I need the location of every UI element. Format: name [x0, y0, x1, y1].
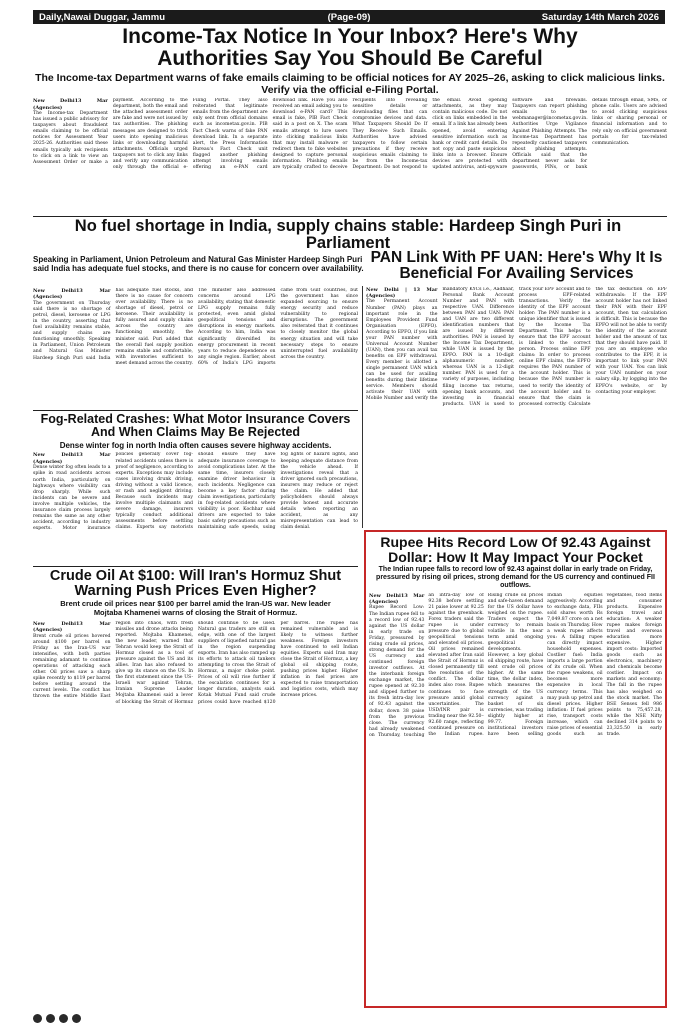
pan-uan-dateline: New Delhi | 13 Mar (Agencies): [366, 286, 438, 299]
fuel-dateline: New Delhi13 Mar (Agencies): [33, 288, 111, 301]
article-crude: [33, 569, 358, 1009]
income-tax-text: The Income-tax Department has issued a public advisory for taxpayers about fraudulent emails claiming to be official notices for Assessment Year 2025-26. Authorities said these emails typically ask recipients to click on a link to view an Assessment Order or make a payment. According to the department, both the email and the attached assessment order are fake and were not issued by tax authorities. The phishing messages are designed to trick users into opening malicious links or downloading harmful attachments. Officials urged taxpayers not to click any links and verify any communication only through the official e-Filing Portal. They also reiterated that legitimate emails from the department are only sent from official domains such as incometax.gov.in. PIB Fact Check warns of fake PAN download link. In a separate alert, the Press Information Bureau's Fact Check unit flagged another phishing attempt involving emails offering an e-PAN card download link. Have you also received an email asking you to download e-PAN card? This email is fake, PIB Fact Check said in a post on X. The scam emails attempt to lure users into clicking malicious links that may install malware or redirect them to fake websites designed to capture personal information. Phishing emails are typically crafted to deceive recipients into revealing sensitive details or downloading files that can compromise devices and data. What Taxpayers Should Do If They Receive Such Emails. Authorities have advised taxpayers to follow certain precautions if they receive suspicious emails claiming to be from the Income-tax Department: Do not respond to the email. Avoid opening attachments, as they may contain malicious code. Do not click on links embedded in the email. If a link has already been opened, avoid entering sensitive information such as bank or credit card details. Do not copy and paste suspicious links into a browser. Ensure devices are protected with updated antivirus, anti-spyware software and firewalls. Taxpayers can report phishing emails to the webmanager@incometax.gov.in. Authorities Urge Vigilance Against Phishing Attempts. The Income-tax Department has repeatedly cautioned taxpayers about phishing attempts. Officials said that the department never asks for passwords, PINs, or bank details through email, SMS, or phone calls. Users are advised to avoid clicking suspicious links or sharing personal or financial information and to rely only on official government portals for tax-related communication.: [33, 98, 667, 170]
fuel-deck: Speaking in Parliament, Union Petroleum and Natural Gas Minister Hardeep Singh Puri said India has adequate fuel stocks, and there is no cause for concern over availability.: [33, 254, 364, 273]
income-tax-body: [33, 98, 667, 194]
crude-headline: Crude Oil At $100: Will Iran's Hormuz Shut Warning Push Prices Even Higher?: [49, 568, 342, 600]
youtube-icon: [72, 1014, 81, 1023]
rupee-body: [369, 593, 662, 997]
fog-dateline: New Delhi13 Mar (Agencies): [33, 452, 111, 465]
divider-2: [33, 410, 358, 411]
vertical-divider-1: [362, 286, 363, 528]
fog-deck: Dense winter fog in north India often causes severe highway accidents.: [59, 441, 332, 451]
crude-deck-2: Mojtaba Khamenei warns of closing the Strait of Hormuz.: [93, 608, 298, 618]
fuel-headline: No fuel shortage in India, supply chains stable: Hardeep Singh Puri in Parliament: [74, 217, 622, 253]
crude-body: [33, 621, 358, 1001]
page-number: (Page-09): [327, 11, 371, 23]
masthead-left: Daily,Nawai Duggar, Jammu: [39, 11, 166, 23]
income-tax-dateline: New Delhi13 Mar (Agencies): [33, 98, 108, 111]
rupee-headline: Rupee Hits Record Low Of 92.43 Against Dollar: How It May Impact Your Pocket: [380, 534, 651, 565]
fuel-body: [33, 288, 358, 408]
pan-uan-body: [366, 287, 667, 502]
footer-social: [33, 1012, 667, 1024]
article-pan-uan: [366, 250, 667, 528]
instagram-icon: [59, 1014, 68, 1023]
article-rupee: [364, 530, 667, 1008]
fog-body: [33, 452, 358, 554]
masthead-bar: [33, 10, 665, 24]
rupee-text: Rupee Record Low: The Indian rupee fell to a record low of 92.43 against the US dollar in early trade on Friday, pressured by rising crude oil prices, strong demand for the US currency and continued foreign investor outflows. At the interbank foreign exchange market, the rupee opened at 92.30 and slipped further to its fresh intra-day low of 92.43 against the dollar, down 38 paise from the previous close. The currency had already weakened on Thursday, touching an intra-day low of 92.38 before settling 21 paise lower at 92.25 against the greenback. Forex traders said the rupee is under pressure due to global geopolitical tensions and elevated oil prices. Oil prices remained elevated after Iran said the Strait of Hormuz is closed permanently till the resolution of the conflict. The dollar index also rose. Rupee continues to face pressure amid global uncertainties. The USD/INR pair is trading near the 92.50–92.60 range, reflecting continued pressure on the Indian rupee. Rising crude oil prices and safe-haven demand for the US dollar have weighed on the rupee. Traders expect the currency to remain volatile in the near term amid ongoing geopolitical developments. However, a key global oil shipping route, have sent crude oil prices higher. At the same time, the dollar index, which measures the strength of the US currency against a basket of six currencies, was trading slightly higher at 99.77. Foreign institutional investors have been selling Indian equities aggressively. According to exchange data, FIIs sold shares worth Rs 7,049.87 crore on a net basis on Thursday. How a weak rupee affects you: A falling rupee can directly impact household expenses. Costlier fuel: India imports a large portion of its crude oil. When the rupee weakens, oil becomes more expensive in local currency terms. This may push up petrol and diesel prices. Higher inflation: If fuel prices rise, transport costs increase, which can raise prices of essential goods such as vegetables, food items and consumer products. Expensive foreign travel and education: A weaker rupee makes foreign travel and overseas education more expensive. Higher import costs: Imported goods such as electronics, machinery and chemicals become costlier. Impact on markets and economy: The fall in the rupee has also weighed on the stock market. The BSE Sensex fell 986 points to 75,457.28, while the NSE Nifty declined 314 points to 23,325.50 in early trade.: [369, 592, 662, 738]
income-tax-headline-2: Authorities Say You Should Be Careful: [157, 47, 543, 71]
article-fog: [33, 413, 358, 563]
facebook-icon: [33, 1014, 42, 1023]
fuel-body-box: [33, 288, 358, 408]
crude-deck-1: Brent crude oil prices near $100 per barrel amid the Iran-US war. New leader: [60, 599, 331, 609]
rupee-dateline: New Delhi13 Mar (Agencies): [369, 592, 425, 605]
fuel-text: The government on Thursday said there is no shortage of petrol, diesel, kerosene or LPG in the country, asserting that fuel availability remains stable, and supply chains are functioning smoothly. Speaking in Parliament, Union Petroleum and Natural Gas Minister Hardeep Singh Puri said India has adequate fuel stocks, and there is no cause for concern over availability. There is no shortage of diesel, petrol or kerosene. Their availability is fully assured and supply chains across the country are functioning smoothly, the minister said. Puri added that the overall fuel supply position remains stable and comfortable, with inventories sufficient to meet demand across the country. The minister also addressed concerns around LPG availability, stating that domestic LPG supply remains fully protected, even amid global geopolitical tensions and disruptions in energy markets. According to him, India was significantly diversified its energy procurement in recent years to reduce dependence on any single region. Earlier, about 60% of India's LPG imports came from Gulf countries, but the government has since expanded sourcing to ensure energy security and reduce vulnerability to regional disruptions. The government also reiterated that it continues to closely monitor the global energy situation and will take necessary steps to ensure uninterrupted fuel availability across the country.: [33, 288, 358, 366]
fog-text: Dense winter fog often leads to a spike in road accidents across north India, particularly on highways where visibility can drop sharply. While such incidents can be severe and involve multiple vehicles, the insurance claim process largely remains the same as any other accident, according to industry experts. Motor insurance policies generally cover fog-related accidents unless there is proof of negligence, according to experts. Exceptions may include cases involving drunk driving, driving without a valid licence, or rash and negligent driving. Because such incidents may involve multiple claimants and severe damage, insurers typically conduct additional assessments before settling claims. Experts say motorists should ensure they have adequate insurance coverage to avoid complications later. At the same time, insurers closely examine driver behaviour in such incidents. Negligence can become a key factor during claim investigations, particularly in fog-related accidents where visibility is poor. Kochhar said drivers are expected to take basic safety precautions such as maintaining safe speeds, using fog lights or hazard lights, and keeping adequate distance from the vehicle ahead. If investigations reveal that a driver ignored such precautions, insurers may reduce or reject the claim. He added that policyholders should always provide honest and accurate details when reporting an accident, as any misrepresentation can lead to claim denial.: [33, 452, 358, 531]
divider-3: [33, 566, 358, 567]
twitter-icon: [46, 1014, 55, 1023]
income-tax-deck: The Income-tax Department warns of fake emails claiming to be official notices for AY 2025–26, asking to click malicious links. Verify via the official e-Filing Portal.: [35, 72, 665, 97]
fog-headline: Fog-Related Crashes: What Motor Insurance Covers And When Claims May Be Rejected: [40, 412, 351, 440]
article-income-tax: [33, 26, 667, 214]
income-tax-headline-1: Income-Tax Notice In Your Inbox? Here's Why: [122, 25, 578, 48]
crude-text: Brent crude oil prices hovered around $100 per barrel on Friday as the Iran-US war intensifies, with both parties remaining adamant to continue operations of attacking each other. Oil prices saw a sharp spike recently to $119 per barrel before settling around the current levels. The conflict has thrown the entire Middle East region into chaos, with fresh missiles and drone attacks being reported. Mojtaba Khamenei, the new leader, warned that Tehran would keep the Strait of Hormuz closed as a tool of pressure against the US and its allies. Iran has also refused to give up its stance on the US. In the first statement since the US-Israeli war against Tehran, Iranian Supreme Leader Mojtaba Khamenei said a lever of blocking the Strait of Hormuz should continue to be used. Natural gas traders are still on edge, with one of the largest suppliers of liquefied natural gas in the region suspending exports. Iran has also ramped up its efforts to attack oil tankers attempting to cross the Strait of Hormuz, a major choke point. Prices of oil will rise further if the escalation continues for a longer duration, analysts said. Kotak Mutual Fund said crude prices could have reached $120 per barrel. The rupee has remained vulnerable and is likely to witness further weakness. Foreign investors have continued to sell Indian equities. Experts said Iran may close the Strait of Hormuz, a key global oil shipping route, pushing prices higher. Higher inflation in fuel prices are expected to raise transportation and logistics costs, which may increase prices.: [33, 620, 358, 705]
pan-uan-headline: PAN Link With PF UAN: Here's Why It Is Beneficial For Availing Services: [370, 249, 663, 283]
rupee-deck: The Indian rupee falls to record low of 92.43 against dollar in early trade on Friday, pressured by rising oil prices, strong demand for the US currency and continued FII outflows.: [376, 566, 655, 590]
masthead-date: Saturday 14th March 2026: [541, 11, 659, 23]
pan-uan-text: The Permanent Account Number (PAN) plays an important role in the Employees Provident Fund Organisation (EPFO). According to EPFO, if you link your PAN number with Universal Account Number (UAN), then you can avail tax benefits on EPF withdrawal. Every member is allotted a single permanent UAN which can be used for availing benefits during their lifetime service. Members should activate their UAN with Mobile Number and verify the mandatory KYCs i.e., Aadhaar, Personal Bank Account Number and PAN with respective UAN. Difference between PAN and UAN: PAN and UAN are two different identification numbers that are issued by different authorities. PAN is issued by the Income Tax Department, while UAN is issued by the EPFO. PAN is a 10-digit alphanumeric number, whereas UAN is a 12-digit number. PAN is used for a variety of purposes, including filing income tax returns, opening bank accounts, and investing in financial products. UAN is used to track your EPF account and to process EPF-related transactions. Verify the identity of the EPF account holder: The PAN number is a unique identifier that is issued by the Income Tax Department. This helps to ensure that the EPF account is linked to the correct person. Process online EPF claims: In order to process online EPF claims, the EPFO requires the PAN number of the account holder. This is because the PAN number is used to verify the identity of the account holder and to ensure that the claim is processed correctly. Calculate the tax deduction on EPF withdrawals: If the EPF account holder has not linked their PAN with their EPF account, then tax calculation is difficult. This is because the EPFO will not be able to verify the identity of the account holder and the amount of tax that they should have paid. If you are an employee who contributes to the EPF, it is important to link your PAN with your UAN. You can link your UAN number on your salary slip, by logging into the EPFO's website, or by contacting your employer.: [366, 286, 667, 407]
crude-dateline: New Delhi13 Mar (Agencies): [33, 620, 111, 634]
